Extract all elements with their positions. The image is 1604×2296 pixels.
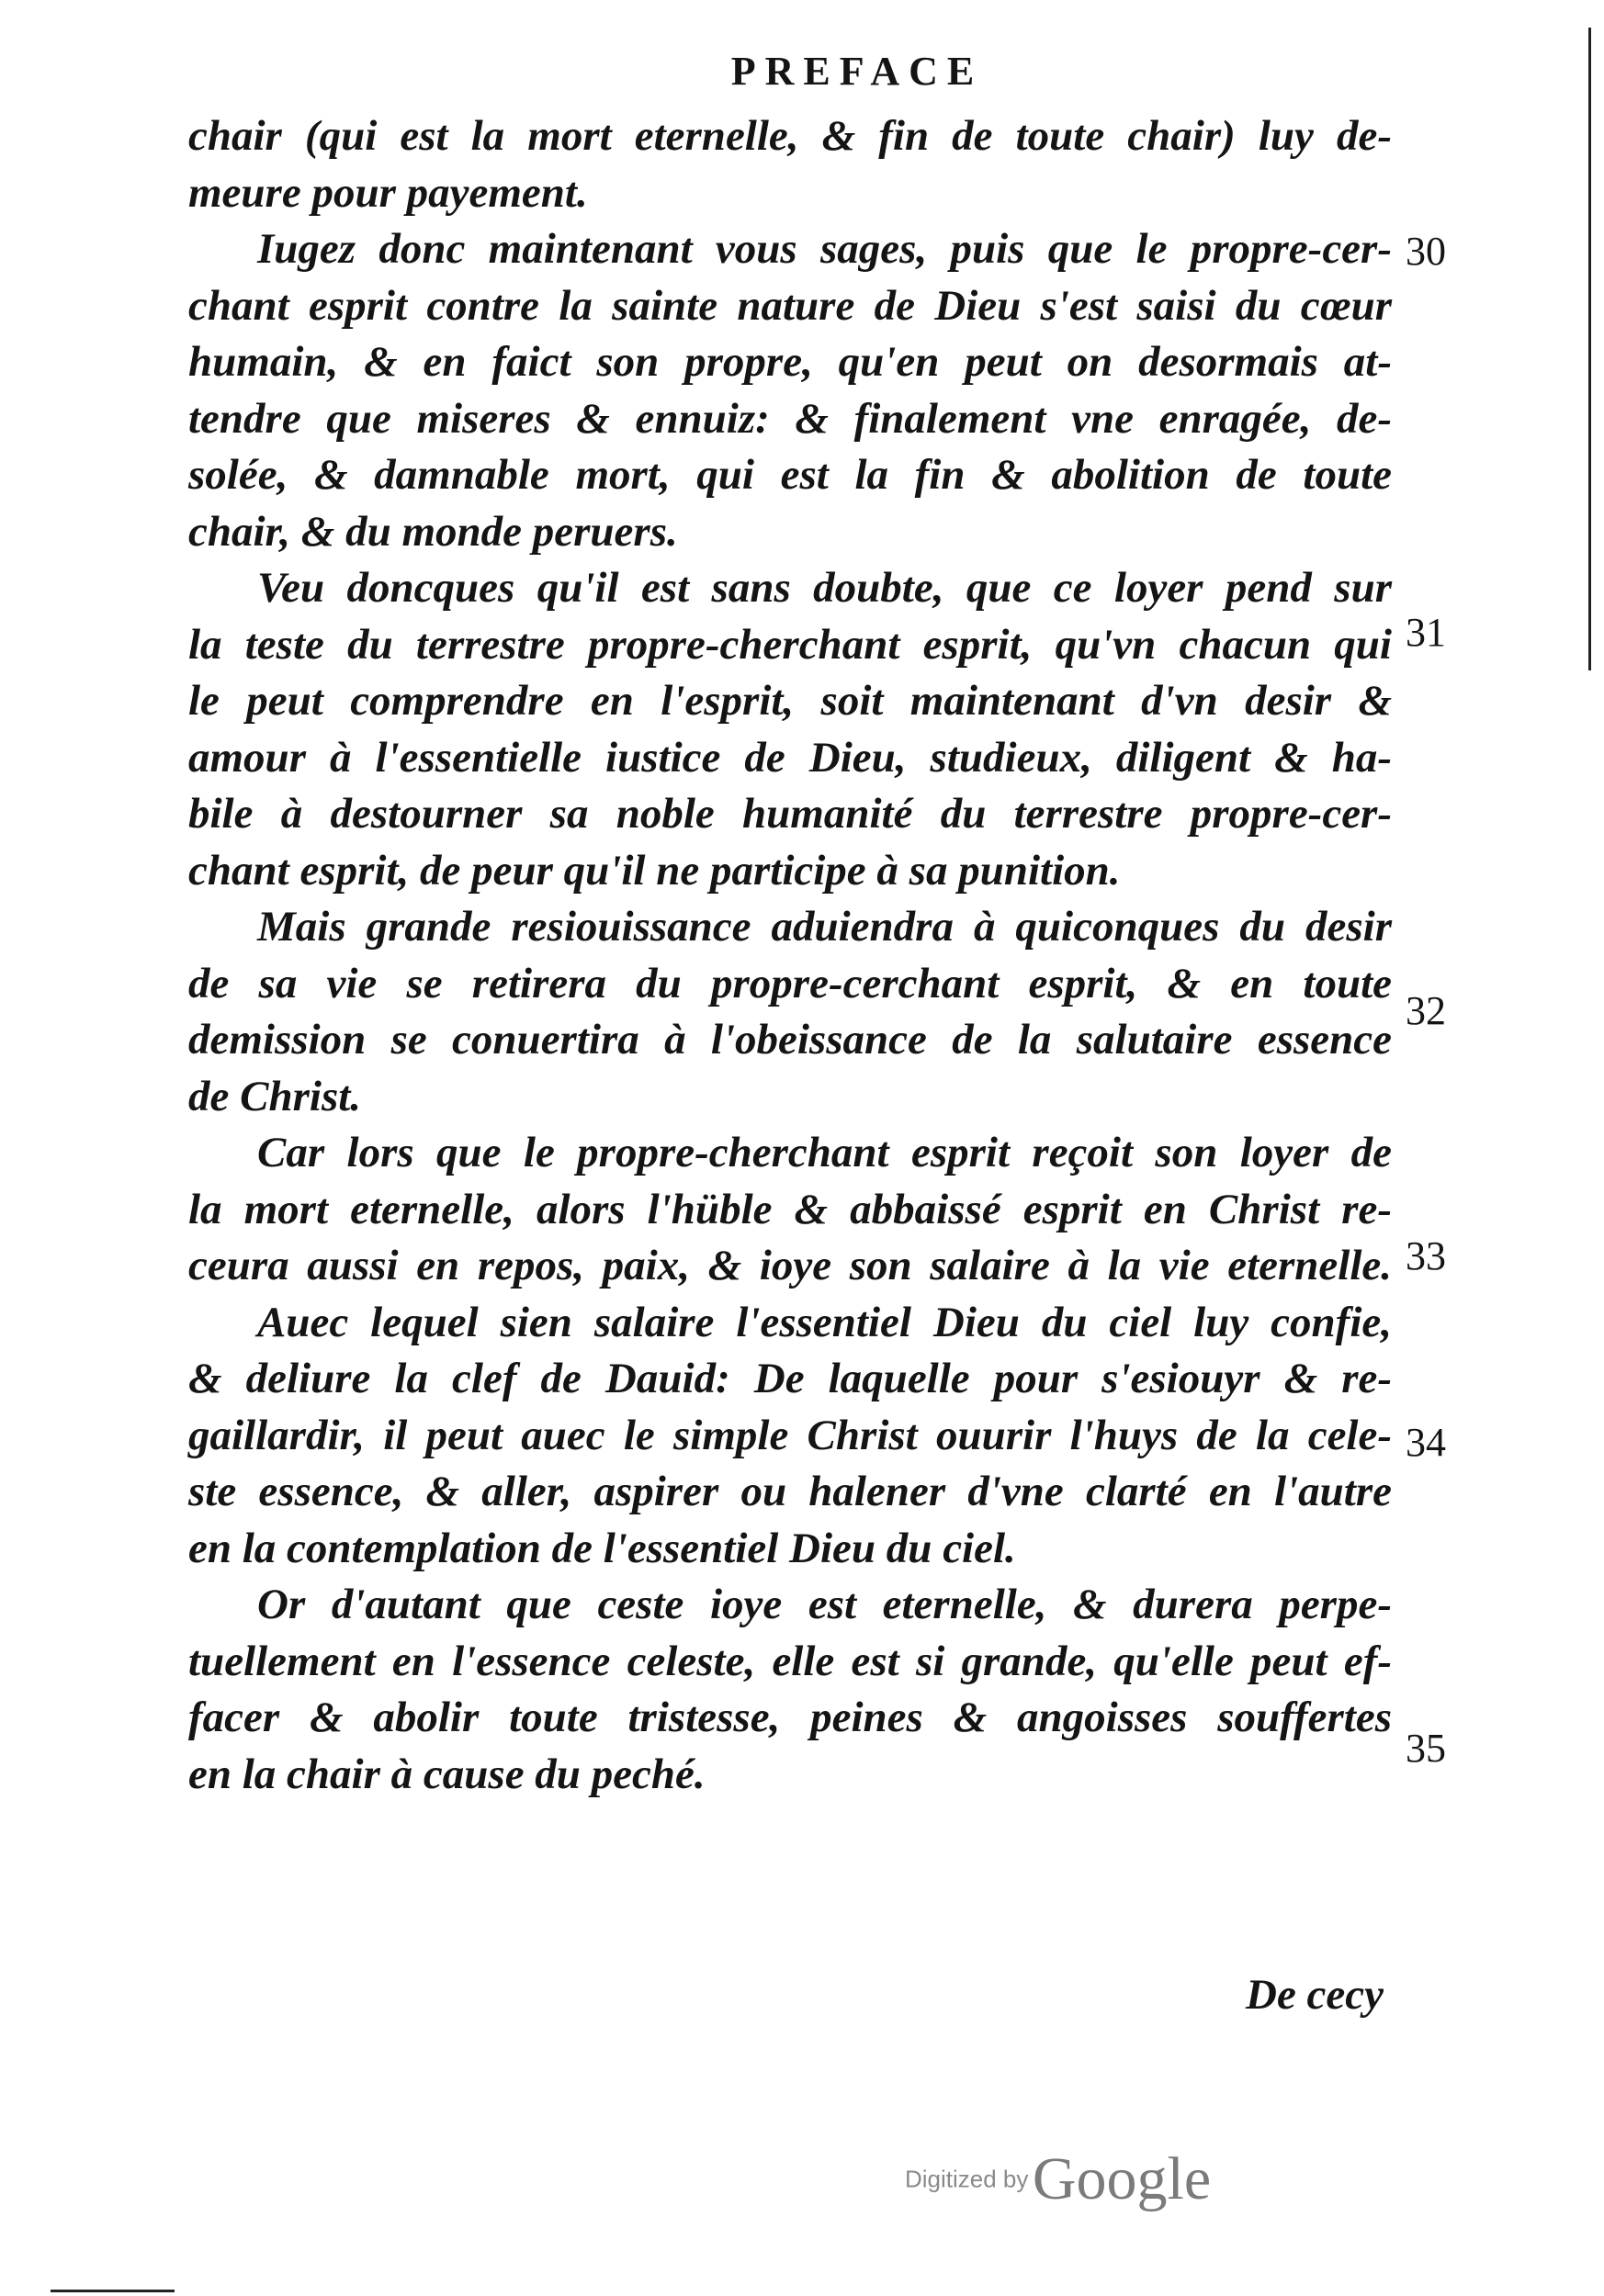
text-line: en la chair à cause du peché. <box>188 1750 706 1798</box>
text-line: chant esprit, de peur qu'il ne participe à sa punition. <box>188 846 1121 895</box>
text-line: tuellement en l'essence celeste, elle est si grande, qu'elle peut ef- <box>188 1637 1392 1685</box>
verse-number: 34 <box>1406 1420 1446 1465</box>
watermark-prefix: Digitized by <box>905 2165 1029 2193</box>
text-line: de sa vie se retirera du propre-cerchant esprit, & en toute <box>188 959 1392 1007</box>
text-line: la mort eternelle, alors l'hüble & abbaissé esprit en Christ re- <box>188 1185 1392 1233</box>
text-line: solée, & damnable mort, qui est la fin & abolition de toute <box>188 451 1392 499</box>
text-line: chair (qui est la mort eternelle, & fin de toute chair) luy de- <box>188 112 1392 160</box>
verse-number: 30 <box>1406 229 1446 274</box>
text-line: chair, & du monde peruers. <box>188 507 678 556</box>
verse-number: 35 <box>1406 1726 1446 1771</box>
text-line: facer & abolir toute tristesse, peines & angoisses souffertes <box>188 1694 1392 1741</box>
text-line: Or d'autant que ceste ioye est eternelle, & durera perpe- <box>257 1581 1392 1628</box>
text-line: gaillardir, il peut auec le simple Christ ouurir l'huys de la cele- <box>188 1411 1392 1459</box>
text-line: de Christ. <box>188 1072 362 1120</box>
text-line: amour à l'essentielle iustice de Dieu, studieux, diligent & ha- <box>188 733 1392 782</box>
text-line: Veu doncques qu'il est sans doubte, que ce loyer pend sur <box>257 564 1392 612</box>
text-line: en la contemplation de l'essentiel Dieu du ciel. <box>188 1524 1016 1572</box>
text-line: Iugez donc maintenant vous sages, puis que le propre-cer- <box>257 225 1392 273</box>
text-line: ceura aussi en repos, paix, & ioye son salaire à la vie eternelle. <box>188 1242 1392 1289</box>
text-line: tendre que miseres & ennuiz: & finalement vne enragée, de- <box>188 394 1392 443</box>
text-line: ste essence, & aller, aspirer ou halener d'vne clarté en l'autre <box>188 1468 1392 1515</box>
running-header: PREFACE <box>730 49 984 94</box>
text-line: humain, & en faict son propre, qu'en peut on desormais at- <box>188 338 1392 386</box>
body-text <box>188 108 1392 1803</box>
verse-number: 31 <box>1406 610 1446 655</box>
scan-edge-rule <box>51 2290 175 2292</box>
catchword: De cecy <box>1246 1971 1384 2019</box>
text-line: Car lors que le propre-cherchant esprit reçoit son loyer de <box>257 1129 1392 1176</box>
text-line: la teste du terrestre propre-cherchant esprit, qu'vn chacun qui <box>188 620 1392 669</box>
text-line: Mais grande resiouissance aduiendra à quiconques du desir <box>257 903 1392 951</box>
text-line: Auec lequel sien salaire l'essentiel Dieu du ciel luy confie, <box>257 1298 1392 1346</box>
text-line: & deliure la clef de Dauid: De laquelle pour s'esiouyr & re- <box>188 1355 1392 1402</box>
google-logo: Google <box>1032 2145 1212 2212</box>
text-line: bile à destourner sa noble humanité du terrestre propre-cer- <box>188 790 1392 838</box>
text-line: chant esprit contre la sainte nature de Dieu s'est saisi du cœur <box>188 281 1392 330</box>
text-line: meure pour payement. <box>188 168 588 217</box>
verse-number: 32 <box>1406 988 1446 1033</box>
digitized-watermark <box>905 2144 1211 2214</box>
page-edge-rule <box>1588 28 1591 670</box>
text-line: le peut comprendre en l'esprit, soit maintenant d'vn desir & <box>188 677 1392 725</box>
text-line: demission se conuertira à l'obeissance de la salutaire essence <box>188 1016 1392 1064</box>
verse-number: 33 <box>1406 1233 1446 1278</box>
